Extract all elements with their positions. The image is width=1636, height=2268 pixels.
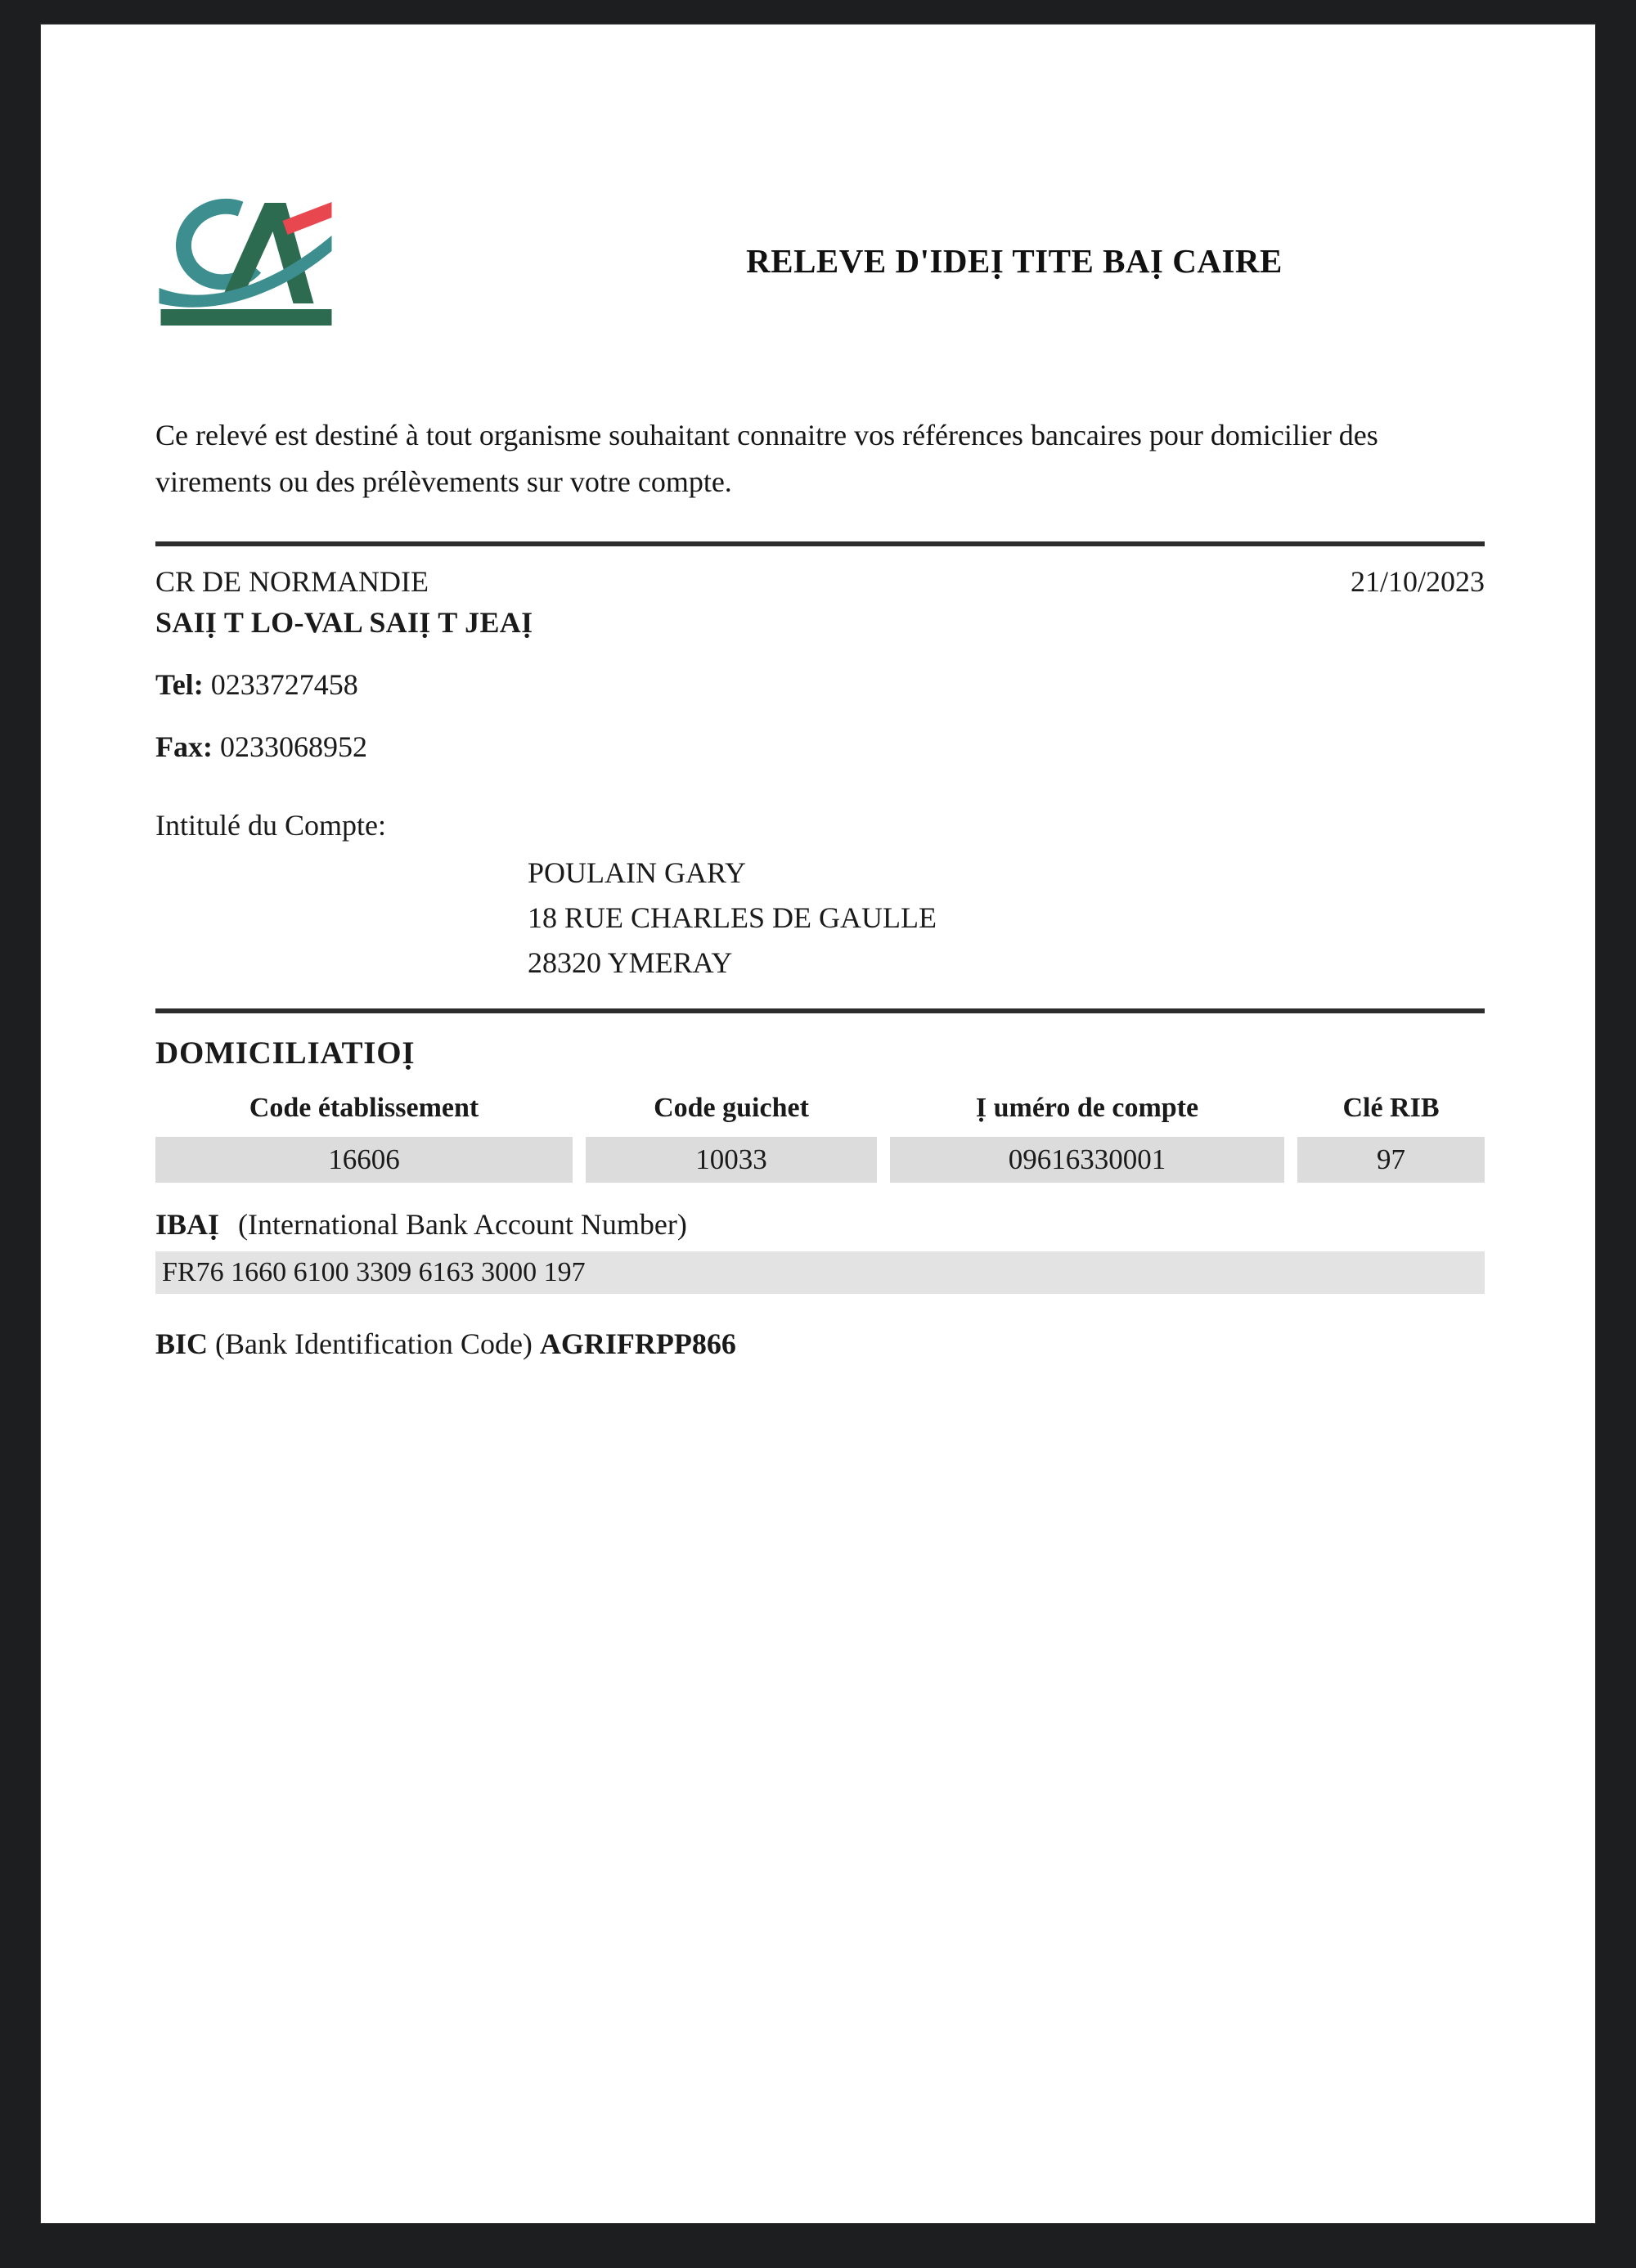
bank-name: CR DE NORMANDIE bbox=[155, 564, 429, 598]
rib-document-page bbox=[41, 25, 1595, 2223]
intro-paragraph: Ce relevé est destiné à tout organisme souhaitant connaitre vos références bancaires pour domicilier des virements ou des prélèvements sur votre compte. bbox=[155, 419, 1378, 498]
rib-table bbox=[155, 1093, 1485, 1183]
header-code-guichet: Code guichet bbox=[654, 1092, 809, 1123]
header-numero-compte: Ị uméro de compte bbox=[975, 1092, 1199, 1123]
rib-table-value-row bbox=[155, 1137, 1485, 1183]
separator-rule-top bbox=[155, 541, 1485, 546]
bic-label: BIC bbox=[155, 1327, 209, 1360]
iban-label-suffix: (International Bank Account Number) bbox=[238, 1207, 687, 1241]
account-holder-address bbox=[528, 851, 1485, 986]
value-code-etablissement: 16606 bbox=[155, 1137, 573, 1183]
bank-branch: SAIỊ T LO-VAL SAIỊ T JEAỊ bbox=[155, 605, 533, 639]
value-numero-compte: 09616330001 bbox=[890, 1137, 1284, 1183]
tel-label: Tel: bbox=[155, 667, 204, 701]
bic-label-suffix: (Bank Identification Code) bbox=[215, 1327, 533, 1360]
iban-label-line bbox=[155, 1207, 1485, 1242]
rib-table-header-row bbox=[155, 1093, 1485, 1129]
document-content bbox=[41, 196, 1595, 1361]
fax-value: 0233068952 bbox=[219, 730, 367, 763]
tel-value: 0233727458 bbox=[210, 667, 358, 701]
document-title: RELEVE D'IDEỊ TITE BAỊ CAIRE bbox=[746, 242, 1283, 280]
tel-line bbox=[155, 667, 1485, 702]
separator-rule-domiciliation bbox=[155, 1008, 1485, 1013]
bic-line bbox=[155, 1327, 1485, 1361]
fax-label: Fax: bbox=[155, 730, 213, 763]
fax-line bbox=[155, 730, 1485, 764]
account-holder-label: Intitulé du Compte: bbox=[155, 808, 386, 842]
account-holder-name: POULAIN GARY bbox=[528, 856, 747, 889]
credit-agricole-logo bbox=[155, 196, 344, 326]
iban-value: FR76 1660 6100 3309 6163 3000 197 bbox=[155, 1251, 1485, 1294]
bic-value: AGRIFRPP866 bbox=[539, 1327, 736, 1360]
address-line-1: 18 RUE CHARLES DE GAULLE bbox=[528, 900, 937, 934]
header-cle-rib: Clé RIB bbox=[1342, 1092, 1440, 1123]
document-header bbox=[155, 196, 1485, 326]
document-date: 21/10/2023 bbox=[1350, 564, 1485, 598]
bank-name-row bbox=[155, 564, 1485, 599]
address-line-2: 28320 YMERAY bbox=[528, 945, 733, 979]
header-code-etablissement: Code établissement bbox=[249, 1092, 479, 1123]
value-code-guichet: 10033 bbox=[586, 1137, 877, 1183]
value-cle-rib: 97 bbox=[1297, 1137, 1485, 1183]
iban-label: IBAỊ bbox=[155, 1207, 220, 1241]
credit-agricole-logo-icon bbox=[155, 196, 344, 326]
domiciliation-heading: DOMICILIATIOỊ bbox=[155, 1035, 416, 1071]
